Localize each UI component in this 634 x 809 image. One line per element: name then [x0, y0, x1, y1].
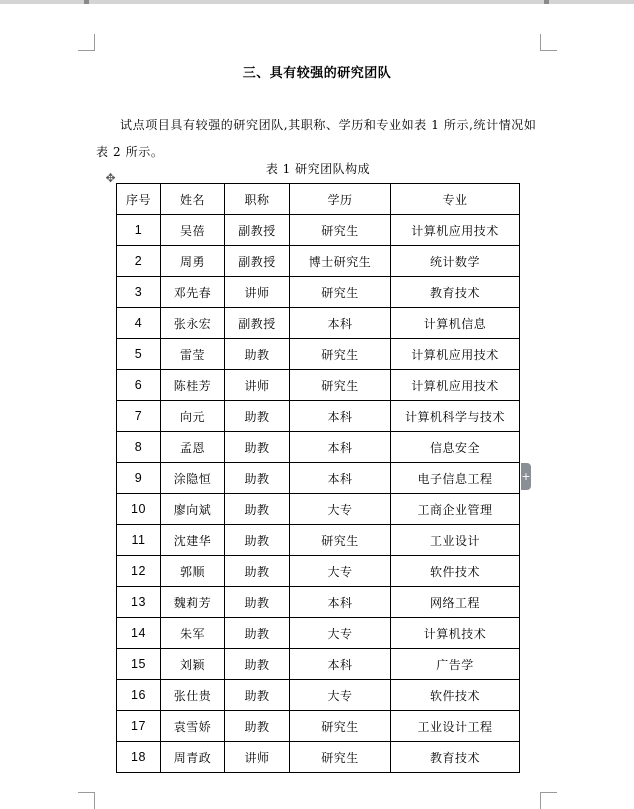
table-cell: 本科 [290, 432, 391, 463]
table-cell: 朱军 [161, 618, 225, 649]
table-cell: 电子信息工程 [391, 463, 520, 494]
table-cell: 研究生 [290, 215, 391, 246]
table-cell: 助教 [225, 680, 290, 711]
table-cell: 广告学 [391, 649, 520, 680]
table-row [117, 556, 520, 587]
table-cell: 雷莹 [161, 339, 225, 370]
table-caption: 表 1 研究团队构成 [265, 162, 371, 176]
table-cell: 计算机应用技术 [391, 215, 520, 246]
table-cell: 15 [117, 649, 161, 680]
table-cell: 5 [117, 339, 161, 370]
table-cell: 网络工程 [391, 587, 520, 618]
table-cell: 统计数学 [391, 246, 520, 277]
table-header-row [117, 184, 520, 215]
table-row [117, 215, 520, 246]
table-cell: 研究生 [290, 370, 391, 401]
table-cell: 本科 [290, 401, 391, 432]
table-row [117, 246, 520, 277]
table-cell: 12 [117, 556, 161, 587]
table-row [117, 680, 520, 711]
table-cell: 9 [117, 463, 161, 494]
table-cell: 大专 [290, 680, 391, 711]
table-cell: 陈桂芳 [161, 370, 225, 401]
table-cell: 14 [117, 618, 161, 649]
table-cell: 郭顺 [161, 556, 225, 587]
table-cell: 大专 [290, 494, 391, 525]
table-cell: 助教 [225, 649, 290, 680]
table-cell: 助教 [225, 556, 290, 587]
table-row [117, 649, 520, 680]
margin-corner-top-left [78, 34, 95, 51]
header-cell: 姓名 [161, 184, 225, 215]
table-row [117, 742, 520, 773]
table-row [117, 432, 520, 463]
table-cell: 软件技术 [391, 680, 520, 711]
table-cell: 18 [117, 742, 161, 773]
table-cell: 研究生 [290, 277, 391, 308]
table-cell: 计算机应用技术 [391, 339, 520, 370]
table-cell: 11 [117, 525, 161, 556]
table-cell: 吴蓓 [161, 215, 225, 246]
table-cell: 计算机科学与技术 [391, 401, 520, 432]
margin-corner-bottom-right [540, 792, 557, 809]
table-cell: 涂隐恒 [161, 463, 225, 494]
table-row [117, 525, 520, 556]
table-cell: 7 [117, 401, 161, 432]
header-cell: 学历 [290, 184, 391, 215]
table-cell: 计算机信息 [391, 308, 520, 339]
table-row [117, 401, 520, 432]
table-cell: 信息安全 [391, 432, 520, 463]
table-cell: 研究生 [290, 742, 391, 773]
table-cell: 17 [117, 711, 161, 742]
table-cell: 大专 [290, 618, 391, 649]
table-cell: 助教 [225, 401, 290, 432]
table-cell: 刘颖 [161, 649, 225, 680]
header-cell: 专业 [391, 184, 520, 215]
table-cell: 本科 [290, 587, 391, 618]
table-cell: 工业设计 [391, 525, 520, 556]
table-cell: 魏莉芳 [161, 587, 225, 618]
ruler-tick [84, 0, 89, 4]
table-cell: 副教授 [225, 246, 290, 277]
intro-paragraph: 试点项目具有较强的研究团队,其职称、学历和专业如表 1 所示,统计情况如表 2 所示。 [96, 118, 537, 159]
table-row [117, 308, 520, 339]
table-cell: 助教 [225, 494, 290, 525]
table-row [117, 463, 520, 494]
ruler-tick [544, 0, 549, 4]
table-row [117, 339, 520, 370]
table-cell: 工业设计工程 [391, 711, 520, 742]
table-cell: 13 [117, 587, 161, 618]
table-cell: 助教 [225, 525, 290, 556]
table-cell: 周勇 [161, 246, 225, 277]
table-cell: 讲师 [225, 742, 290, 773]
table-cell: 助教 [225, 463, 290, 494]
table-cell: 本科 [290, 463, 391, 494]
table-cell: 孟恩 [161, 432, 225, 463]
table-cell: 博士研究生 [290, 246, 391, 277]
table-cell: 教育技术 [391, 742, 520, 773]
header-cell: 职称 [225, 184, 290, 215]
table-cell: 助教 [225, 711, 290, 742]
table-cell: 10 [117, 494, 161, 525]
add-tab-icon[interactable]: + [521, 463, 531, 490]
table-cell: 沈建华 [161, 525, 225, 556]
table-row [117, 711, 520, 742]
table-cell: 计算机应用技术 [391, 370, 520, 401]
table-cell: 张仕贵 [161, 680, 225, 711]
table-cell: 3 [117, 277, 161, 308]
table-row [117, 370, 520, 401]
table-cell: 副教授 [225, 215, 290, 246]
table-cell: 袁雪娇 [161, 711, 225, 742]
page-top-bar [0, 0, 634, 4]
table-cell: 2 [117, 246, 161, 277]
table-cell: 研究生 [290, 339, 391, 370]
table-cell: 廖向斌 [161, 494, 225, 525]
team-table [116, 183, 520, 773]
table-cell: 软件技术 [391, 556, 520, 587]
table-cell: 工商企业管理 [391, 494, 520, 525]
table-row [117, 587, 520, 618]
table-cell: 研究生 [290, 525, 391, 556]
table-cell: 本科 [290, 649, 391, 680]
table-cell: 助教 [225, 618, 290, 649]
table-cell: 副教授 [225, 308, 290, 339]
table-cell: 1 [117, 215, 161, 246]
table-cell: 助教 [225, 432, 290, 463]
table-cell: 大专 [290, 556, 391, 587]
table-cell: 向元 [161, 401, 225, 432]
margin-corner-bottom-left [78, 792, 95, 809]
table-cell: 张永宏 [161, 308, 225, 339]
table-cell: 助教 [225, 339, 290, 370]
table-cell: 8 [117, 432, 161, 463]
table-cell: 研究生 [290, 711, 391, 742]
table-cell: 讲师 [225, 370, 290, 401]
header-cell: 序号 [117, 184, 161, 215]
table-cell: 助教 [225, 587, 290, 618]
move-handle-icon[interactable]: ✥ [105, 171, 116, 185]
table-cell: 邓先春 [161, 277, 225, 308]
table-cell: 6 [117, 370, 161, 401]
table-row [117, 618, 520, 649]
table-cell: 4 [117, 308, 161, 339]
table-row [117, 277, 520, 308]
table-cell: 教育技术 [391, 277, 520, 308]
table-cell: 16 [117, 680, 161, 711]
table-cell: 计算机技术 [391, 618, 520, 649]
section-heading: 三、具有较强的研究团队 [242, 66, 392, 81]
margin-corner-top-right [540, 34, 557, 51]
table-cell: 讲师 [225, 277, 290, 308]
table-cell: 本科 [290, 308, 391, 339]
table-cell: 周青政 [161, 742, 225, 773]
table-row [117, 494, 520, 525]
